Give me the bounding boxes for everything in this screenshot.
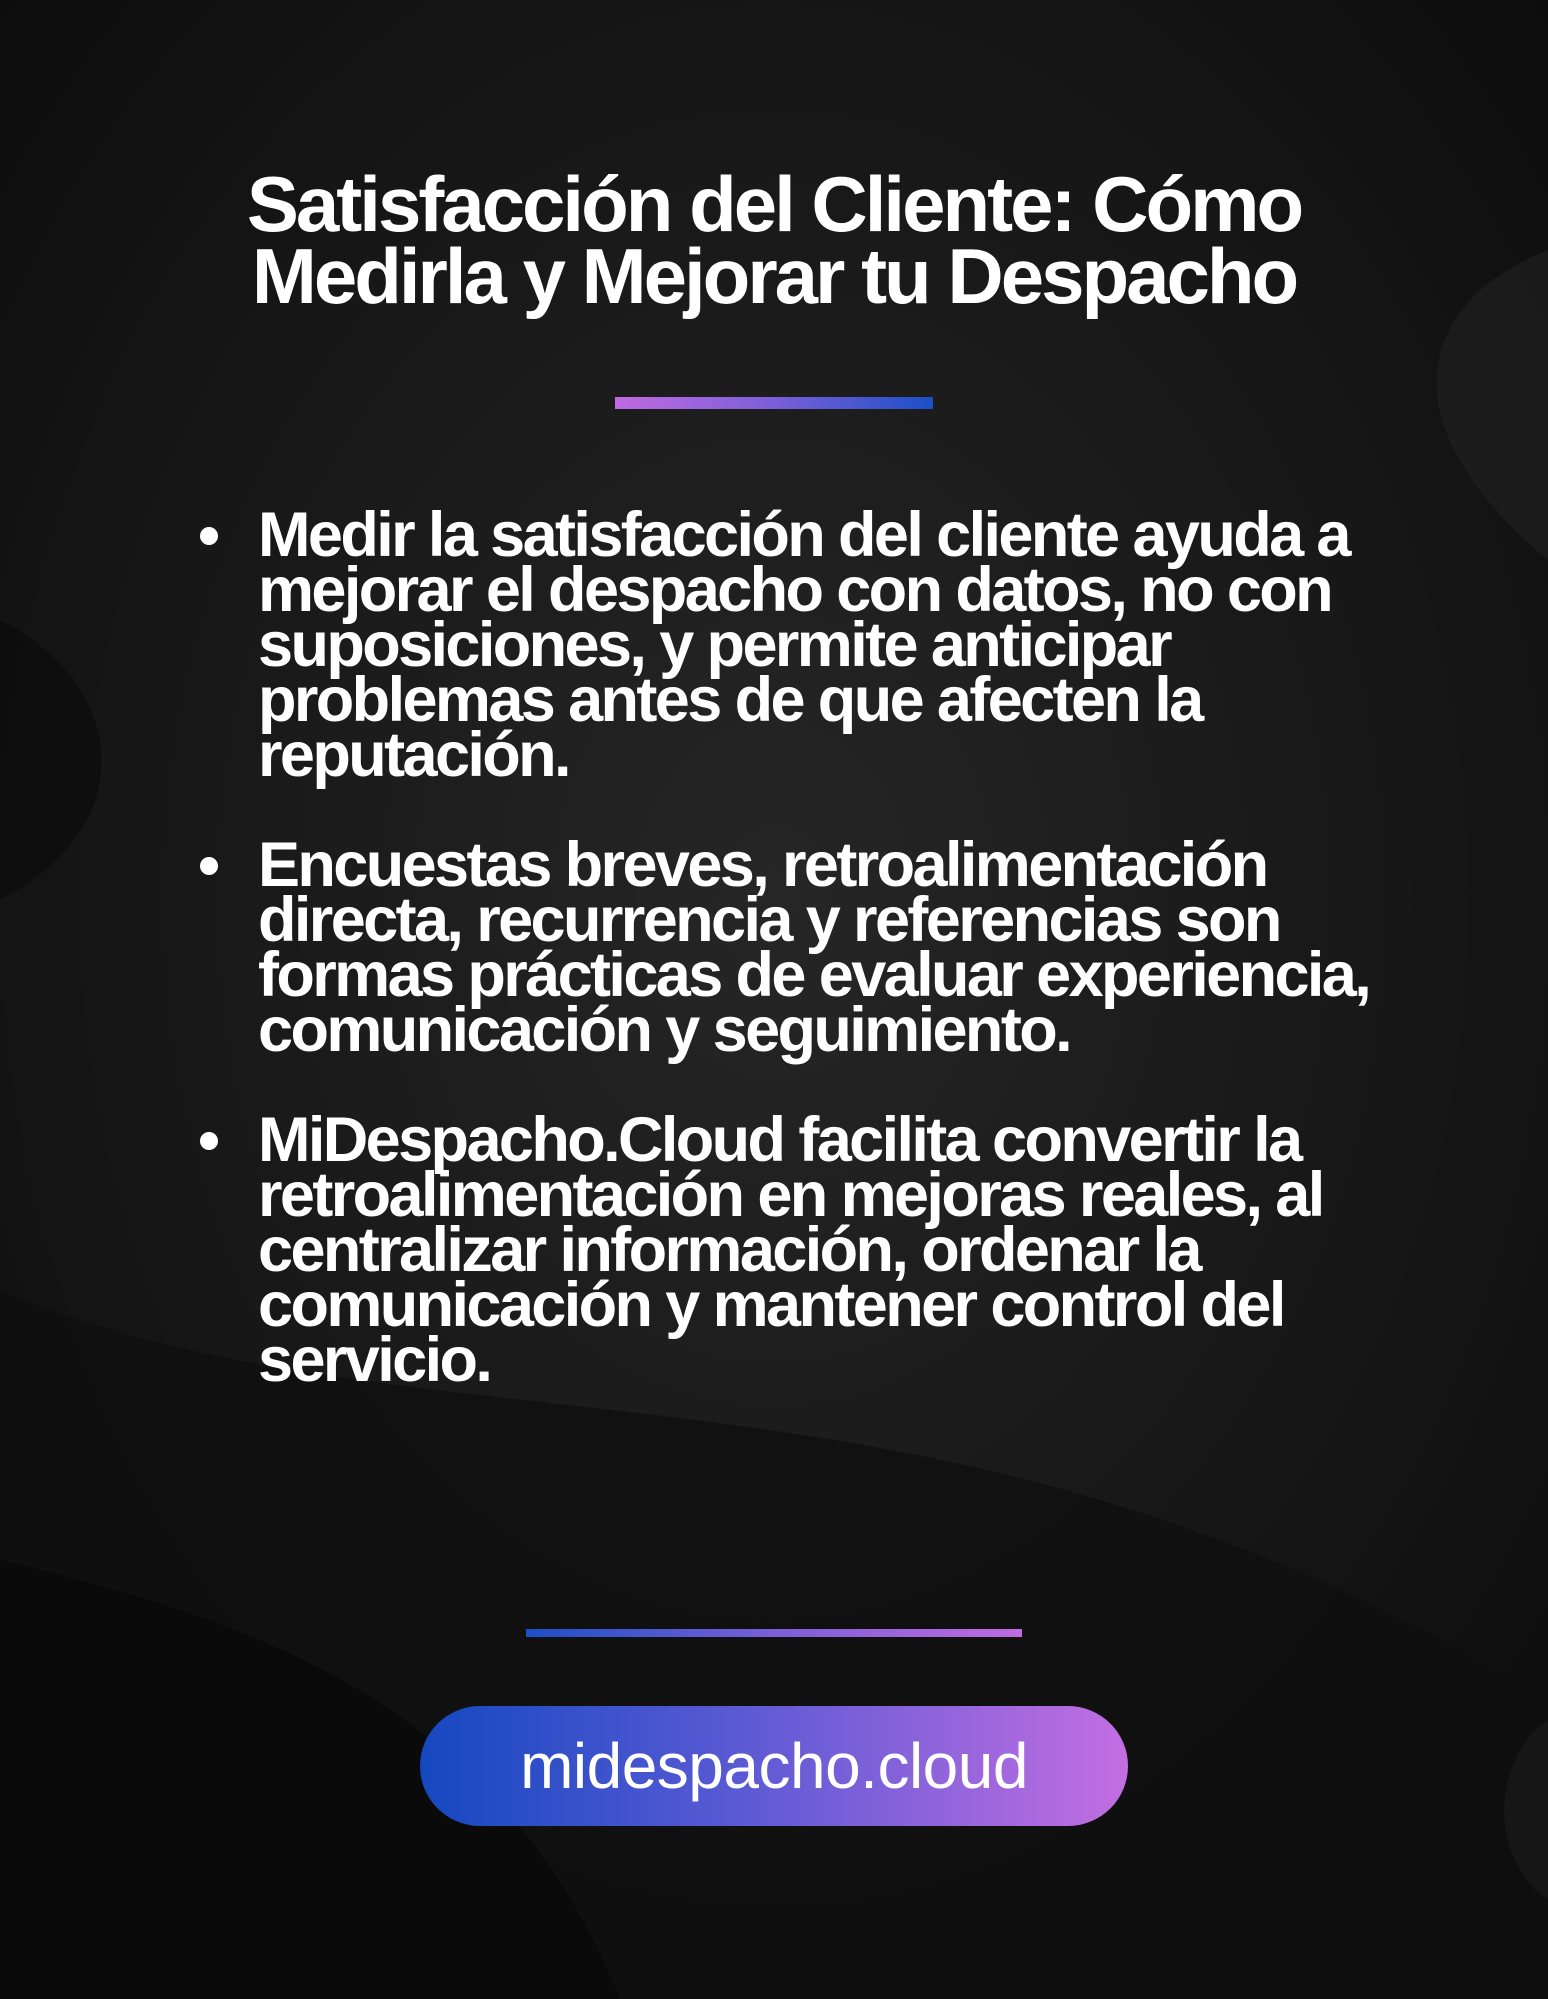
- bullet-item: [196, 500, 1416, 790]
- website-link-button[interactable]: midespacho.cloud: [420, 1706, 1128, 1826]
- bullet-dot-icon: [200, 1132, 218, 1150]
- bullet-dot-icon: [200, 857, 218, 875]
- bullet-item: [196, 830, 1416, 1065]
- bullet-item: [196, 1105, 1416, 1395]
- bullet-text: MiDespacho.Cloud facilita convertir la retroalimentación en mejoras reales, al centralizar información, ordenar la comunicación y mantener control del servicio.: [258, 1105, 1323, 1395]
- title-line-2: Medirla y Mejorar tu Despacho: [251, 232, 1297, 320]
- title-line-1: Satisfacción del Cliente: Cómo: [246, 160, 1302, 248]
- gradient-divider-top: [615, 397, 933, 409]
- bullet-text: Medir la satisfacción del cliente ayuda a mejorar el despacho con datos, no con suposiciones, y permite anticipar problemas antes de que afecten la reputación.: [258, 500, 1349, 790]
- gradient-divider-bottom: [526, 1629, 1022, 1637]
- page-title: [120, 160, 1428, 320]
- bullet-list: [196, 500, 1416, 1443]
- bullet-dot-icon: [200, 527, 218, 545]
- bullet-text: Encuestas breves, retroalimentación directa, recurrencia y referencias son formas prácticas de evaluar experiencia, comunicación y seguimiento.: [258, 830, 1370, 1065]
